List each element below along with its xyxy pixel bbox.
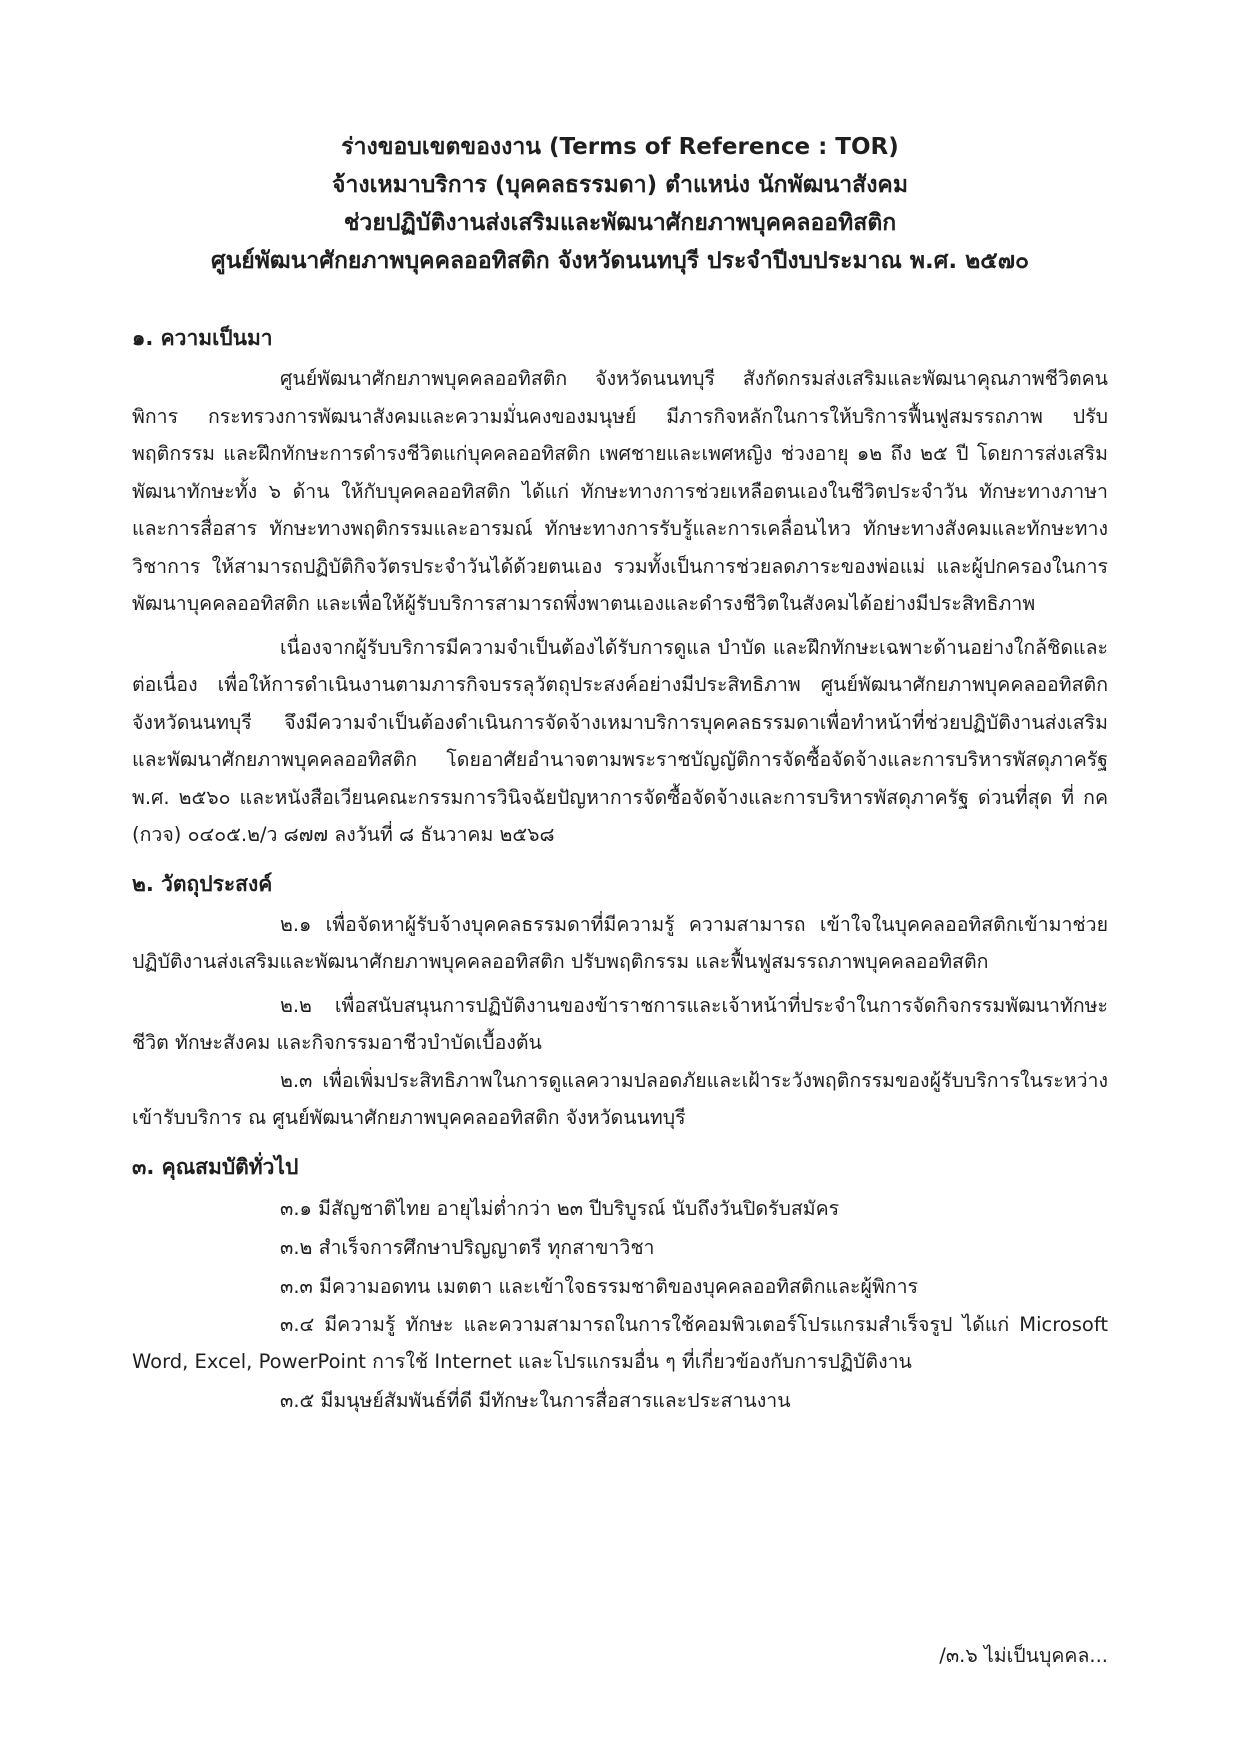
page-continuation: /๓.๖ ไม่เป็นบุคคล...	[939, 1644, 1108, 1667]
document-title	[130, 128, 1110, 280]
title-line-2: จ้างเหมาบริการ (บุคคลธรรมดา) ตำแหน่ง นักพัฒนาสังคม	[332, 172, 908, 198]
section-1-heading: ๑. ความเป็นมา	[132, 326, 273, 350]
section-3-heading: ๓. คุณสมบัติทั่วไป	[132, 1154, 299, 1179]
section-2-item-1: ๒.๑ เพื่อจัดหาผู้รับจ้างบุคคลธรรมดาที่มีความรู้ ความสามารถ เข้าใจในบุคคลออทิสติกเข้ามาช่วยปฏิบัติงานส่งเสริมและพัฒนาศักยภาพบุคคลออทิสติก ปรับพฤติกรรม และฟื้นฟูสมรรถภาพบุคคลออทิสติก	[132, 912, 1108, 973]
section-3-item-1: ๓.๑ มีสัญชาติไทย อายุไม่ต่ำกว่า ๒๓ ปีบริบูรณ์ นับถึงวันปิดรับสมัคร	[280, 1196, 840, 1220]
section-3-item-4: ๓.๔ มีความรู้ ทักษะ และความสามารถในการใช้คอมพิวเตอร์โปรแกรมสำเร็จรูป ได้แก่ Microsoft Word, Excel, PowerPoint การใช้ Internet และโปรแกรมอื่น ๆ ที่เกี่ยวข้องกับการปฏิบัติงาน	[132, 1312, 1108, 1373]
title-line-3: ช่วยปฏิบัติงานส่งเสริมและพัฒนาศักยภาพบุคคลออทิสติก	[343, 210, 897, 236]
section-1-paragraph-1: ศูนย์พัฒนาศักยภาพบุคคลออทิสติก จังหวัดนนทบุรี สังกัดกรมส่งเสริมและพัฒนาคุณภาพชีวิตคนพิการ กระทรวงการพัฒนาสังคมและความมั่นคงของมนุษย์ มีภารกิจหลักในการให้บริการฟื้นฟูสมรรถภาพ ปรับพฤติกรรม และฝึกทักษะการดำรงชีวิตแก่บุคคลออทิสติก เพศชายและเพศหญิง ช่วงอายุ ๑๒ ถึง ๒๕ ปี โดยการส่งเสริมพัฒนาทักษะทั้ง ๖ ด้าน ให้กับบุคคลออทิสติก ได้แก่ ทักษะทางการช่วยเหลือตนเองในชีวิตประจำวัน ทักษะทางภาษาและการสื่อสาร ทักษะทางพฤติกรรมและอารมณ์ ทักษะทางการรับรู้และการเคลื่อนไหว ทักษะทางสังคมและทักษะทางวิชาการ ให้สามารถปฏิบัติกิจวัตรประจำวันได้ด้วยตนเอง รวมทั้งเป็นการช่วยลดภาระของพ่อแม่ และผู้ปกครองในการพัฒนาบุคคลออทิสติก และเพื่อให้ผู้รับบริการสามารถพึ่งพาตนเองและดำรงชีวิตในสังคมได้อย่างมีประสิทธิภาพ	[132, 367, 1108, 615]
section-2-item-2: ๒.๒ เพื่อสนับสนุนการปฏิบัติงานของข้าราชการและเจ้าหน้าที่ประจำในการจัดกิจกรรมพัฒนาทักษะชีวิต ทักษะสังคม และกิจกรรมอาชีวบำบัดเบื้องต้น	[132, 993, 1108, 1054]
section-2-heading: ๒. วัตถุประสงค์	[132, 871, 273, 896]
title-line-1: ร่างขอบเขตของงาน (Terms of Reference : TOR)	[341, 134, 899, 160]
document-body	[132, 320, 1108, 1420]
section-1-paragraph-2: เนื่องจากผู้รับบริการมีความจำเป็นต้องได้รับการดูแล บำบัด และฝึกทักษะเฉพาะด้านอย่างใกล้ชิดและต่อเนื่อง เพื่อให้การดำเนินงานตามภารกิจบรรลุวัตถุประสงค์อย่างมีประสิทธิภาพ ศูนย์พัฒนาศักยภาพบุคคลออทิสติก จังหวัดนนทบุรี จึงมีความจำเป็นต้องดำเนินการจัดจ้างเหมาบริการบุคคลธรรมดาเพื่อทำหน้าที่ช่วยปฏิบัติงานส่งเสริมและพัฒนาศักยภาพบุคคลออทิสติก โดยอาศัยอำนาจตามพระราชบัญญัติการจัดซื้อจัดจ้างและการบริหารพัสดุภาครัฐ พ.ศ. ๒๕๖๐ และหนังสือเวียนคณะกรรมการวินิจฉัยปัญหาการจัดซื้อจัดจ้างและการบริหารพัสดุภาครัฐ ด่วนที่สุด ที่ กค (กวจ) ๐๔๐๕.๒/ว ๘๗๗ ลงวันที่ ๘ ธันวาคม ๒๕๖๘	[132, 635, 1108, 846]
section-3-item-5: ๓.๕ มีมนุษย์สัมพันธ์ที่ดี มีทักษะในการสื่อสารและประสานงาน	[280, 1388, 791, 1412]
section-3-item-3: ๓.๓ มีความอดทน เมตตา และเข้าใจธรรมชาติของบุคคลออทิสติกและผู้พิการ	[280, 1274, 919, 1298]
section-3-item-2: ๓.๒ สำเร็จการศึกษาปริญญาตรี ทุกสาขาวิชา	[280, 1235, 655, 1259]
title-line-4: ศูนย์พัฒนาศักยภาพบุคคลออทิสติก จังหวัดนนทบุรี ประจำปีงบประมาณ พ.ศ. ๒๕๗๐	[210, 248, 1030, 274]
section-2-item-3: ๒.๓ เพื่อเพิ่มประสิทธิภาพในการดูแลความปลอดภัยและเฝ้าระวังพฤติกรรมของผู้รับบริการในระหว่างเข้ารับบริการ ณ ศูนย์พัฒนาศักยภาพบุคคลออทิสติก จังหวัดนนทบุรี	[132, 1068, 1108, 1129]
